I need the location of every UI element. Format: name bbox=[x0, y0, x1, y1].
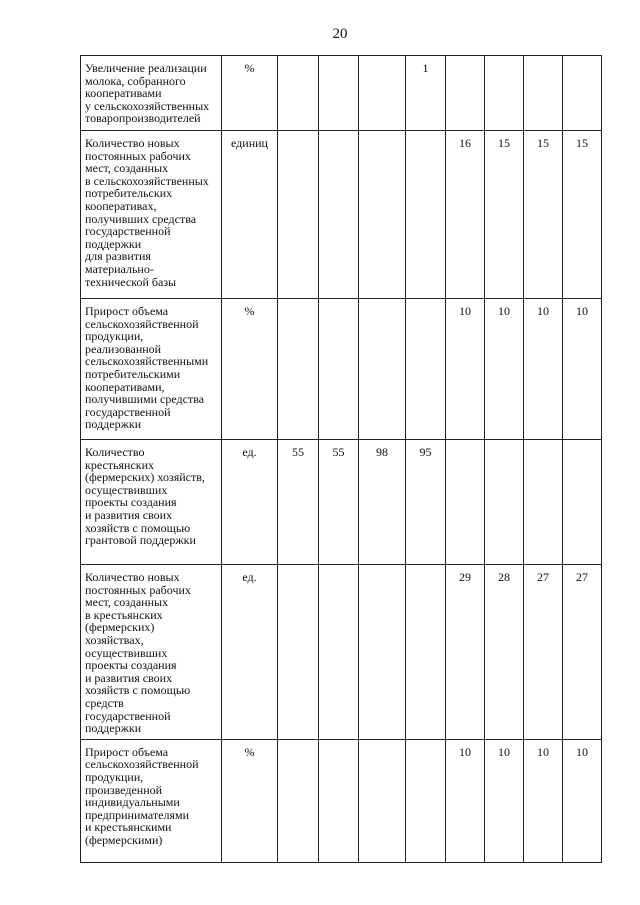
indicator-name-line: государственной bbox=[85, 708, 171, 723]
value-cell: 55 bbox=[278, 440, 319, 565]
value-cell bbox=[359, 131, 406, 299]
indicator-name-line: Увеличение реализации bbox=[85, 61, 207, 75]
indicator-name-line: осуществивших bbox=[85, 482, 168, 497]
unit-cell: % bbox=[222, 739, 278, 862]
value-cell: 27 bbox=[563, 565, 602, 740]
indicator-name-line: в сельскохозяйственных bbox=[85, 173, 209, 188]
value-cell bbox=[278, 56, 319, 131]
value-cell bbox=[406, 131, 446, 299]
value-cell bbox=[359, 299, 406, 440]
value-cell: 15 bbox=[485, 131, 524, 299]
value-cell bbox=[359, 565, 406, 740]
indicator-name-line: сельскохозяйственной bbox=[85, 316, 199, 331]
indicator-name-line: (фермерских) хозяйств, bbox=[85, 470, 205, 485]
value-cell: 15 bbox=[524, 131, 563, 299]
indicator-name-line: технической базы bbox=[85, 274, 177, 289]
indicator-name-line: и крестьянскими bbox=[85, 820, 172, 835]
indicator-name-line: грантовой поддержки bbox=[85, 533, 196, 548]
indicator-name-line: и развития своих bbox=[85, 507, 173, 522]
value-cell bbox=[524, 56, 563, 131]
indicator-name-line: товаропроизводителей bbox=[85, 111, 201, 126]
value-cell: 10 bbox=[524, 739, 563, 862]
indicator-name-line: Количество bbox=[85, 445, 145, 459]
indicator-name-line: реализованной bbox=[85, 341, 162, 356]
value-cell bbox=[446, 56, 485, 131]
indicator-name-line: продукции, bbox=[85, 329, 144, 344]
indicator-name-line: Количество новых bbox=[85, 570, 180, 584]
value-cell bbox=[563, 440, 602, 565]
table-row bbox=[81, 131, 602, 299]
indicator-name-line: кооперативах, bbox=[85, 198, 157, 213]
value-cell bbox=[319, 299, 359, 440]
unit-cell: % bbox=[222, 56, 278, 131]
indicator-name-line: поддержки bbox=[85, 721, 142, 736]
value-cell bbox=[359, 56, 406, 131]
indicator-name-line: постоянных рабочих bbox=[85, 582, 191, 597]
indicator-name-cell bbox=[81, 131, 222, 299]
value-cell: 10 bbox=[446, 739, 485, 862]
indicator-name-line: государственной bbox=[85, 404, 171, 419]
indicator-name-line: мест, созданных bbox=[85, 161, 169, 176]
indicator-name-line: поддержки bbox=[85, 417, 142, 432]
page-number: 20 bbox=[332, 26, 348, 42]
value-cell: 55 bbox=[319, 440, 359, 565]
table-row bbox=[81, 440, 602, 565]
value-cell: 29 bbox=[446, 565, 485, 740]
value-cell: 10 bbox=[563, 739, 602, 862]
indicator-name-line: у сельскохозяйственных bbox=[85, 98, 210, 113]
value-cell bbox=[485, 440, 524, 565]
indicator-name-line: произведенной bbox=[85, 782, 163, 797]
indicator-name-line: крестьянских bbox=[85, 457, 155, 472]
value-cell bbox=[278, 131, 319, 299]
indicator-name-cell bbox=[81, 565, 222, 740]
indicator-name-line: (фермерских) bbox=[85, 620, 155, 635]
value-cell: 98 bbox=[359, 440, 406, 565]
value-cell bbox=[524, 440, 563, 565]
value-cell bbox=[359, 739, 406, 862]
value-cell bbox=[319, 131, 359, 299]
unit-cell: единиц bbox=[222, 131, 278, 299]
indicator-name-line: поддержки bbox=[85, 236, 142, 251]
value-cell bbox=[319, 565, 359, 740]
table-row bbox=[81, 299, 602, 440]
value-cell: 27 bbox=[524, 565, 563, 740]
indicator-name-cell bbox=[81, 739, 222, 862]
indicator-name-line: сельскохозяйственной bbox=[85, 757, 199, 772]
indicator-name-line: материально- bbox=[85, 261, 154, 276]
unit-cell: ед. bbox=[222, 565, 278, 740]
indicator-name-line: кооперативами bbox=[85, 86, 162, 101]
indicator-name-line: предпринимателями bbox=[85, 807, 190, 822]
indicator-name-cell bbox=[81, 56, 222, 131]
indicator-name-line: Прирост объема bbox=[85, 304, 169, 318]
value-cell bbox=[406, 739, 446, 862]
value-cell: 95 bbox=[406, 440, 446, 565]
table-row bbox=[81, 739, 602, 862]
indicator-name-line: Количество новых bbox=[85, 136, 180, 150]
unit-cell: ед. bbox=[222, 440, 278, 565]
value-cell bbox=[485, 56, 524, 131]
indicator-name-line: сельскохозяйственными bbox=[85, 354, 209, 369]
value-cell: 10 bbox=[485, 299, 524, 440]
indicator-name-line: индивидуальными bbox=[85, 795, 180, 810]
indicator-name-line: для развития bbox=[85, 249, 151, 264]
indicator-name-line: государственной bbox=[85, 224, 171, 239]
indicator-name-line: хозяйств с помощью bbox=[85, 520, 191, 535]
value-cell: 28 bbox=[485, 565, 524, 740]
value-cell: 16 bbox=[446, 131, 485, 299]
value-cell bbox=[278, 299, 319, 440]
value-cell bbox=[563, 56, 602, 131]
indicator-name-line: постоянных рабочих bbox=[85, 148, 191, 163]
value-cell bbox=[319, 56, 359, 131]
value-cell: 10 bbox=[563, 299, 602, 440]
indicator-name-line: в крестьянских bbox=[85, 607, 163, 622]
indicator-name-line: осуществивших bbox=[85, 645, 168, 660]
indicator-name-line: проекты создания bbox=[85, 658, 177, 673]
value-cell: 10 bbox=[524, 299, 563, 440]
indicators-table bbox=[80, 55, 602, 863]
indicator-name-line: потребительскими bbox=[85, 366, 181, 381]
indicator-name-line: хозяйствах, bbox=[85, 632, 144, 647]
indicator-name-line: проекты создания bbox=[85, 495, 177, 510]
indicator-name-line: кооперативами, bbox=[85, 379, 165, 394]
value-cell: 1 bbox=[406, 56, 446, 131]
indicator-name-cell bbox=[81, 440, 222, 565]
indicator-name-line: хозяйств с помощью bbox=[85, 683, 191, 698]
indicator-name-line: получившими средства bbox=[85, 392, 205, 407]
indicator-name-line: молока, собранного bbox=[85, 73, 186, 88]
value-cell: 15 bbox=[563, 131, 602, 299]
indicator-name-line: потребительских bbox=[85, 186, 173, 201]
value-cell bbox=[406, 565, 446, 740]
value-cell: 10 bbox=[446, 299, 485, 440]
indicator-name-line: средств bbox=[85, 695, 124, 710]
value-cell bbox=[406, 299, 446, 440]
indicator-name-line: Прирост объема bbox=[85, 744, 169, 759]
value-cell: 10 bbox=[485, 739, 524, 862]
indicator-name-cell bbox=[81, 299, 222, 440]
value-cell bbox=[278, 739, 319, 862]
unit-cell: % bbox=[222, 299, 278, 440]
value-cell bbox=[446, 440, 485, 565]
value-cell bbox=[319, 739, 359, 862]
value-cell bbox=[278, 565, 319, 740]
table-row bbox=[81, 565, 602, 740]
indicator-name-line: (фермерскими) bbox=[85, 832, 163, 847]
indicator-name-line: мест, созданных bbox=[85, 595, 169, 610]
indicator-name-line: продукции, bbox=[85, 769, 144, 784]
indicator-name-line: получивших средства bbox=[85, 211, 197, 226]
table-row bbox=[81, 56, 602, 131]
indicator-name-line: и развития своих bbox=[85, 670, 173, 685]
